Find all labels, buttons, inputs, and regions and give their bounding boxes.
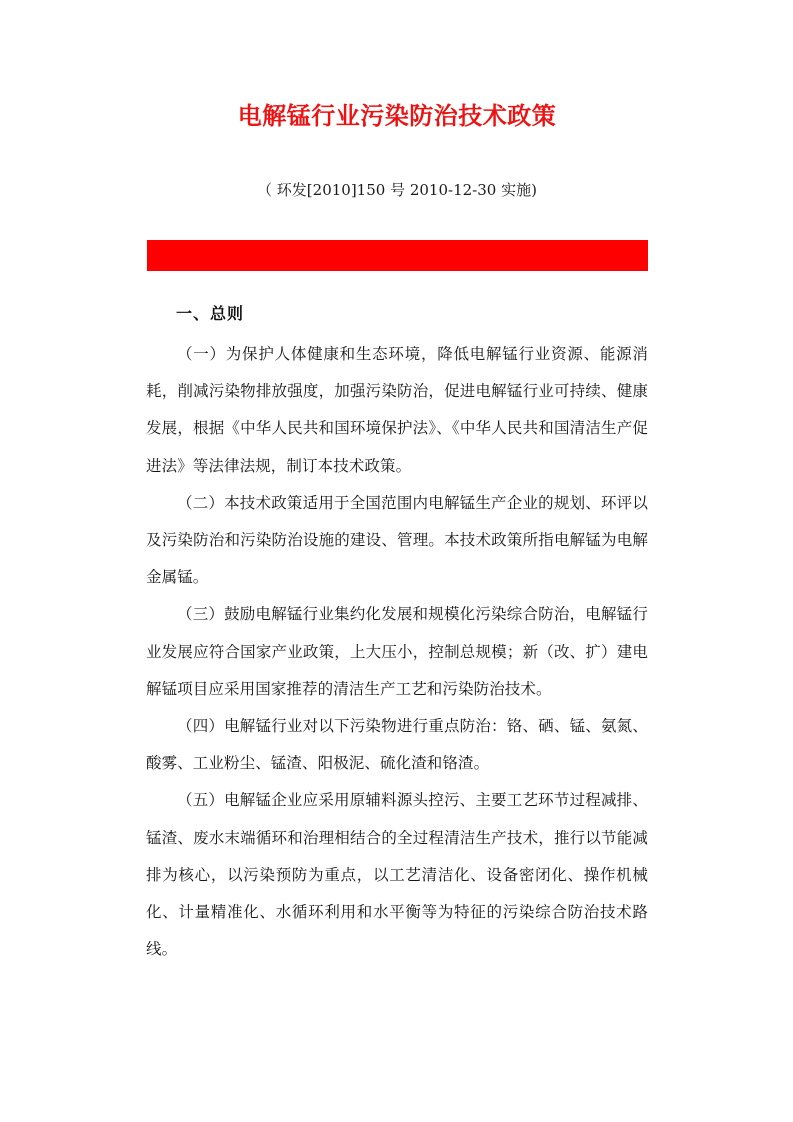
document-number-subtitle: （ 环发[2010]150 号 2010-12-30 实施) [257,181,537,199]
section-heading-general-provisions: 一、总则 [176,304,245,323]
body-paragraph: （三）鼓励电解锰行业集约化发展和规模化污染综合防治，电解锰行业发展应符合国家产业政策，上大压小，控制总规模；新（改、扩）建电解锰项目应采用国家推荐的清洁生产工艺和污染防治技术。 [146,605,648,698]
body-paragraph: （四）电解锰行业对以下污染物进行重点防治：铬、硒、锰、氨氮、酸雾、工业粉尘、锰渣、阳极泥、硫化渣和铬渣。 [146,717,648,773]
body-paragraph: （二）本技术政策适用于全国范围内电解锰生产企业的规划、环评以及污染防治和污染防治设施的建设、管理。本技术政策所指电解锰为电解金属锰。 [146,493,648,587]
page-title: 电解锰行业污染防治技术政策 [237,102,557,130]
body-paragraph: （一）为保护人体健康和生态环境，降低电解锰行业资源、能源消耗，削减污染物排放强度，加强污染防治，促进电解锰行业可持续、健康发展，根据《中华人民共和国环境保护法》、《中华人民共和国清洁生产促进法》等法律法规，制订本技术政策。 [146,345,648,475]
red-banner-bar [147,240,648,271]
body-paragraph: （五）电解锰企业应采用原辅料源头控污、主要工艺环节过程减排、锰渣、废水末端循环和治理相结合的全过程清洁生产技术，推行以节能减排为核心，以污染预防为重点，以工艺清洁化、设备密闭化、操作机械化、计量精准化、水循环利用和水平衡等为特征的污染综合防治技术路线。 [146,791,648,959]
document-body [146,298,648,968]
